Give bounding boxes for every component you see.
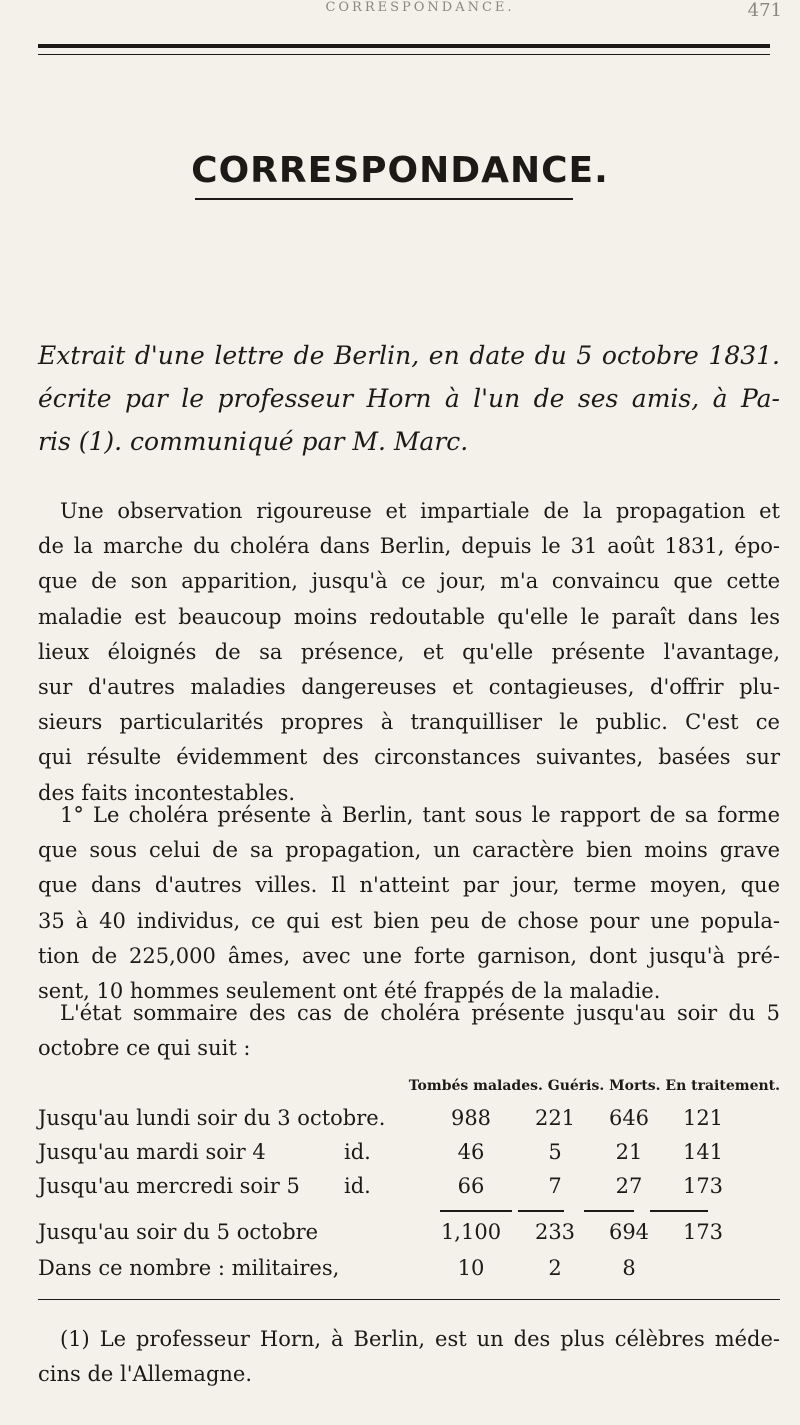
- table-row-military: [38, 1256, 780, 1290]
- footnote-line: cins de l'Allemagne.: [38, 1362, 253, 1386]
- text-line: sur d'autres maladies dangereuses et contagieuses, d'offrir plu-: [38, 675, 780, 700]
- sum-line-morts: [584, 1210, 634, 1212]
- row-label: Jusqu'au soir du 5 octobre: [38, 1220, 319, 1244]
- text-line: sent, 10 hommes seulement ont été frappés de la maladie.: [38, 979, 661, 1004]
- text-line: L'état sommaire des cas de choléra présente jusqu'au soir du 5: [60, 1001, 780, 1025]
- sum-line-malades: [440, 1210, 512, 1212]
- subtitle-line: écrite par le professeur Horn à l'un de ses amis, à Pa-: [38, 384, 780, 413]
- table-row: [38, 1140, 780, 1174]
- header-rule-thick: [38, 44, 770, 48]
- text-line: de la marche du choléra dans Berlin, depuis le 31 août 1831, épo-: [38, 534, 780, 559]
- footnote: [38, 1322, 780, 1392]
- paragraph-summary-intro: [38, 996, 780, 1066]
- text-line: sieurs particularités propres à tranquilliser le public. C'est ce: [38, 710, 780, 735]
- cell-malades: 1,100: [440, 1220, 502, 1244]
- footnote-line: (1) Le professeur Horn, à Berlin, est un des plus célèbres méde-: [60, 1327, 780, 1351]
- table-row: [38, 1174, 780, 1208]
- text-line: 35 à 40 individus, ce qui est bien peu de chose pour une popula-: [38, 908, 780, 933]
- row-note: id.: [344, 1140, 371, 1164]
- sum-line-gueris: [518, 1210, 564, 1212]
- section-title: CORRESPONDANCE.: [191, 150, 609, 191]
- cell-malades: 46: [457, 1140, 485, 1164]
- row-label: Jusqu'au mardi soir 4: [38, 1140, 266, 1164]
- sum-line-traitement: [650, 1210, 708, 1212]
- table-header: Tombés malades. Guéris. Morts. En traitement.: [408, 1078, 780, 1094]
- cell-malades: 988: [450, 1106, 492, 1130]
- text-line: que sous celui de sa propagation, un caractère bien moins grave: [38, 838, 780, 863]
- running-head: CORRESPONDANCE.: [325, 0, 515, 15]
- cell-morts: 27: [615, 1174, 643, 1198]
- row-label: Jusqu'au lundi soir du 3 octobre.: [38, 1106, 386, 1130]
- paragraph-intro: [38, 494, 780, 811]
- row-label: Jusqu'au mercredi soir 5: [38, 1174, 300, 1198]
- cell-morts: 8: [622, 1256, 636, 1280]
- cell-malades: 66: [457, 1174, 485, 1198]
- text-line: 1° Le choléra présente à Berlin, tant sous le rapport de sa forme: [60, 803, 780, 827]
- text-line: Une observation rigoureuse et impartiale de la propagation et: [60, 499, 780, 523]
- text-line: tion de 225,000 âmes, avec une forte garnison, dont jusqu'à pré-: [38, 943, 780, 968]
- table-row: [38, 1106, 780, 1140]
- cell-morts: 21: [615, 1140, 643, 1164]
- text-line: que dans d'autres villes. Il n'atteint par jour, terme moyen, que: [38, 873, 780, 898]
- text-line: octobre ce qui suit :: [38, 1036, 251, 1061]
- footnote-rule: [38, 1299, 780, 1300]
- text-line: que de son apparition, jusqu'à ce jour, m'a convaincu que cette: [38, 569, 780, 594]
- cell-gueris: 233: [534, 1220, 576, 1244]
- header-rule-thin: [38, 54, 770, 55]
- cell-traitement: 173: [682, 1220, 724, 1244]
- cell-morts: 646: [608, 1106, 650, 1130]
- cell-gueris: 221: [534, 1106, 576, 1130]
- row-note: id.: [344, 1174, 371, 1198]
- cell-gueris: 7: [548, 1174, 562, 1198]
- row-label: Dans ce nombre : militaires,: [38, 1256, 340, 1280]
- letter-subtitle: [38, 334, 780, 463]
- cell-malades: 10: [457, 1256, 485, 1280]
- cell-traitement: 141: [682, 1140, 724, 1164]
- cell-gueris: 5: [548, 1140, 562, 1164]
- page-number: 471: [747, 0, 782, 21]
- cell-traitement: 121: [682, 1106, 724, 1130]
- title-underline: [195, 198, 573, 200]
- paragraph-point-one: [38, 798, 780, 1009]
- text-line: maladie est beaucoup moins redoutable qu'elle le paraît dans les: [38, 604, 780, 629]
- table-row-total: [38, 1220, 780, 1254]
- cell-gueris: 2: [548, 1256, 562, 1280]
- text-line: des faits incontestables.: [38, 780, 296, 805]
- cell-traitement: 173: [682, 1174, 724, 1198]
- subtitle-line: ris (1). communiqué par M. Marc.: [38, 427, 469, 456]
- subtitle-line: Extrait d'une lettre de Berlin, en date du 5 octobre 1831.: [38, 341, 780, 370]
- cell-morts: 694: [608, 1220, 650, 1244]
- text-line: qui résulte évidemment des circonstances suivantes, basées sur: [38, 745, 780, 770]
- text-line: lieux éloignés de sa présence, et qu'elle présente l'avantage,: [38, 639, 780, 664]
